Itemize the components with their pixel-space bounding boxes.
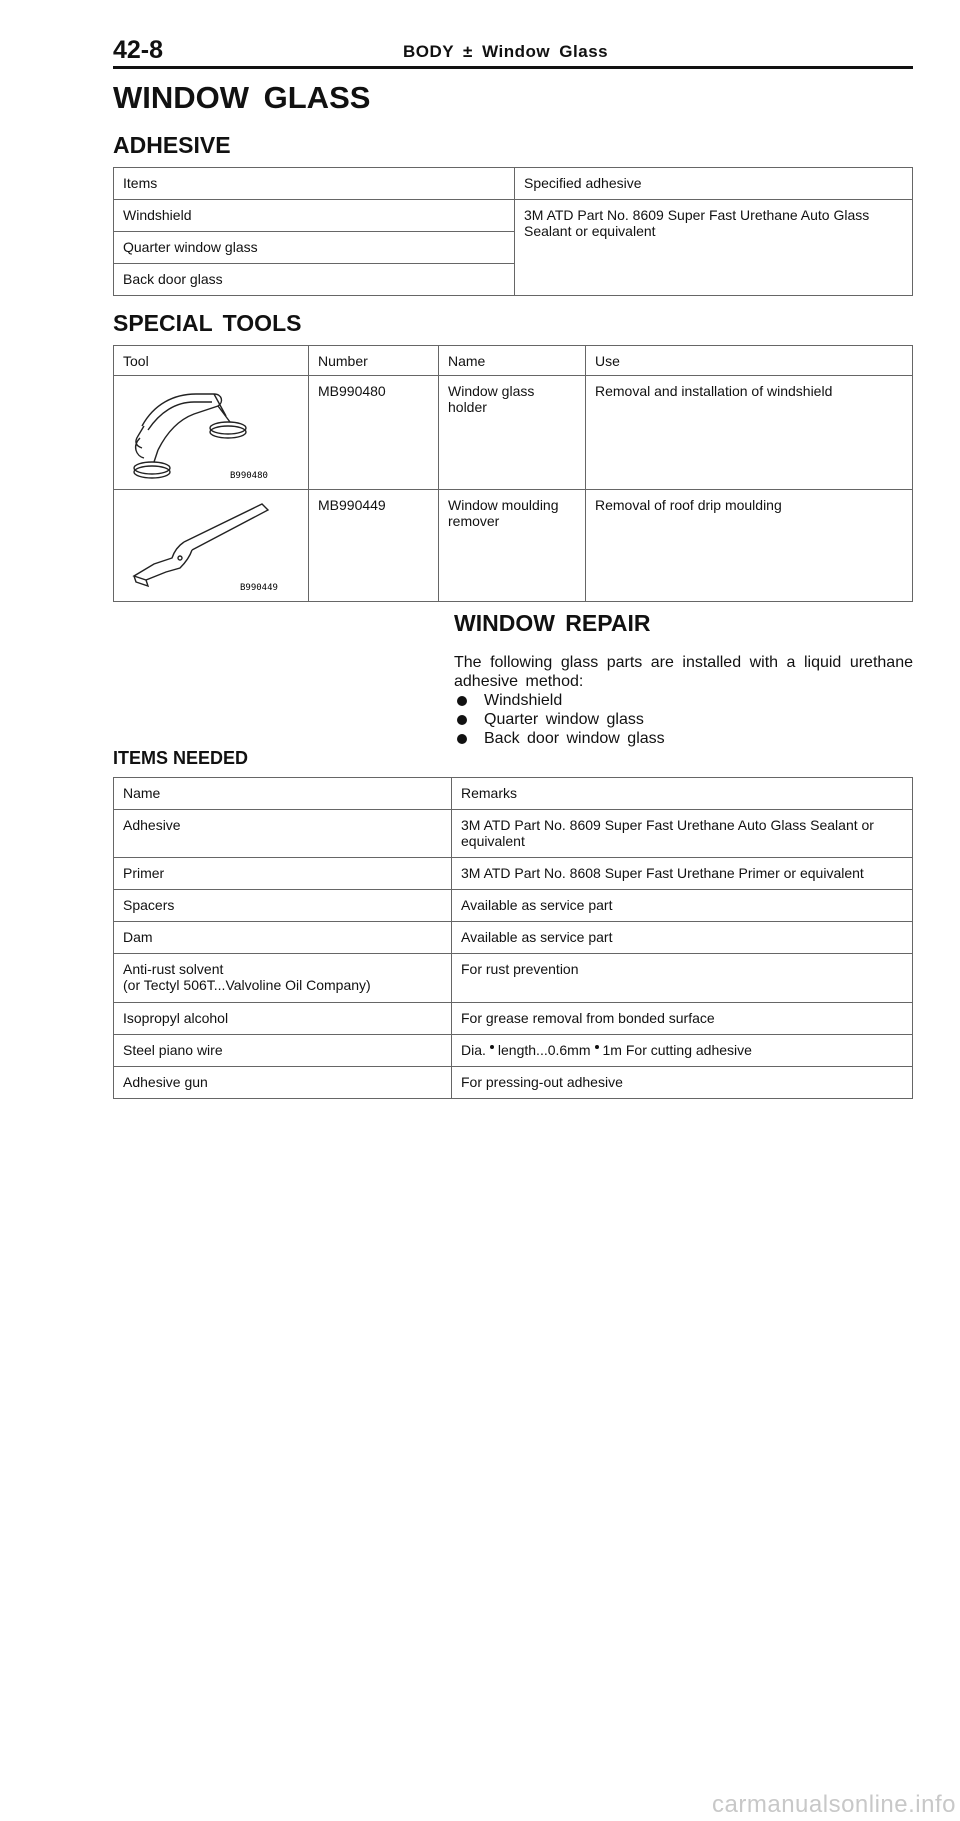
col-number-header: Number [309, 346, 439, 376]
tool-name-cell: Window moulding remover [439, 490, 586, 602]
item-name-line: (or Tectyl 506T...Valvoline Oil Company) [123, 977, 371, 993]
special-tools-heading: SPECIAL TOOLS [113, 310, 302, 336]
item-remarks-cell: For grease removal from bonded surface [452, 1003, 913, 1035]
multiply-dot-icon [490, 1045, 494, 1049]
table-row [114, 858, 913, 890]
window-repair-section [454, 610, 913, 748]
table-row [114, 890, 913, 922]
tool-use-cell: Removal of roof drip moulding [586, 490, 913, 602]
item-remarks-cell: Available as service part [452, 922, 913, 954]
item-name-cell: Steel piano wire [114, 1035, 452, 1067]
item-remarks-cell: 3M ATD Part No. 8609 Super Fast Urethane Auto Glass Sealant or equivalent [452, 810, 913, 858]
table-row [114, 922, 913, 954]
table-row [114, 490, 913, 602]
list-item: Quarter window glass [454, 710, 913, 729]
tool-use-cell: Removal and installation of windshield [586, 376, 913, 490]
items-needed-heading: ITEMS NEEDED [113, 748, 249, 768]
item-name-cell [114, 954, 452, 1003]
window-repair-intro: The following glass parts are installed with a liquid urethane adhesive method: [454, 654, 913, 690]
adhesive-table [113, 167, 913, 296]
col-remarks-header: Remarks [452, 778, 913, 810]
table-row [114, 376, 913, 490]
item-name-cell: Adhesive [114, 810, 452, 858]
item-cell: Quarter window glass [114, 232, 515, 264]
item-remarks-cell [452, 1035, 913, 1067]
table-row [114, 200, 913, 232]
item-name-cell: Adhesive gun [114, 1067, 452, 1099]
item-cell: Back door glass [114, 264, 515, 296]
window-repair-list [454, 691, 913, 748]
watermark: carmanualsonline.info [712, 1791, 956, 1818]
tool-image-label: B990449 [240, 583, 278, 593]
item-remarks-cell: 3M ATD Part No. 8608 Super Fast Urethane Primer or equivalent [452, 858, 913, 890]
tool-image-label: B990480 [230, 471, 268, 481]
item-remarks-cell: Available as service part [452, 890, 913, 922]
item-name-cell: Spacers [114, 890, 452, 922]
table-row [114, 810, 913, 858]
remark-part: Dia. [461, 1042, 486, 1058]
header-rule [113, 66, 913, 69]
table-header-row [114, 346, 913, 376]
items-needed-table [113, 777, 913, 1099]
list-item: Back door window glass [454, 729, 913, 748]
remark-part: 1m For cutting adhesive [602, 1042, 752, 1058]
table-row [114, 954, 913, 1003]
section-title: BODY ± Window Glass [403, 42, 609, 61]
item-name-cell: Dam [114, 922, 452, 954]
table-row [114, 1003, 913, 1035]
window-glass-holder-illustration [114, 376, 308, 486]
table-header-row [114, 778, 913, 810]
multiply-dot-icon [595, 1045, 599, 1049]
tool-image-cell [114, 376, 309, 490]
table-row [114, 1035, 913, 1067]
adhesive-heading: ADHESIVE [113, 132, 231, 158]
tool-image-cell [114, 490, 309, 602]
list-item: Windshield [454, 691, 913, 710]
tool-name-cell: Window glass holder [439, 376, 586, 490]
specified-adhesive-cell: 3M ATD Part No. 8609 Super Fast Urethane Auto Glass Sealant or equivalent [515, 200, 913, 296]
remark-part: length...0.6mm [497, 1042, 591, 1058]
window-moulding-remover-illustration [114, 490, 308, 598]
table-header-row [114, 168, 913, 200]
page-number: 42-8 [113, 36, 164, 64]
item-name-cell: Primer [114, 858, 452, 890]
col-name-header: Name [114, 778, 452, 810]
item-remarks-cell: For pressing-out adhesive [452, 1067, 913, 1099]
col-tool-header: Tool [114, 346, 309, 376]
item-name-cell: Isopropyl alcohol [114, 1003, 452, 1035]
item-cell: Windshield [114, 200, 515, 232]
item-remarks-cell: For rust prevention [452, 954, 913, 1003]
col-use-header: Use [586, 346, 913, 376]
window-repair-heading: WINDOW REPAIR [454, 610, 651, 636]
col-items-header: Items [114, 168, 515, 200]
page-title: WINDOW GLASS [113, 80, 371, 115]
col-specified-header: Specified adhesive [515, 168, 913, 200]
item-name-line: Anti-rust solvent [123, 961, 224, 977]
tool-number-cell: MB990480 [309, 376, 439, 490]
table-row [114, 1067, 913, 1099]
special-tools-table [113, 345, 913, 602]
page-header [113, 36, 913, 66]
col-name-header: Name [439, 346, 586, 376]
tool-number-cell: MB990449 [309, 490, 439, 602]
